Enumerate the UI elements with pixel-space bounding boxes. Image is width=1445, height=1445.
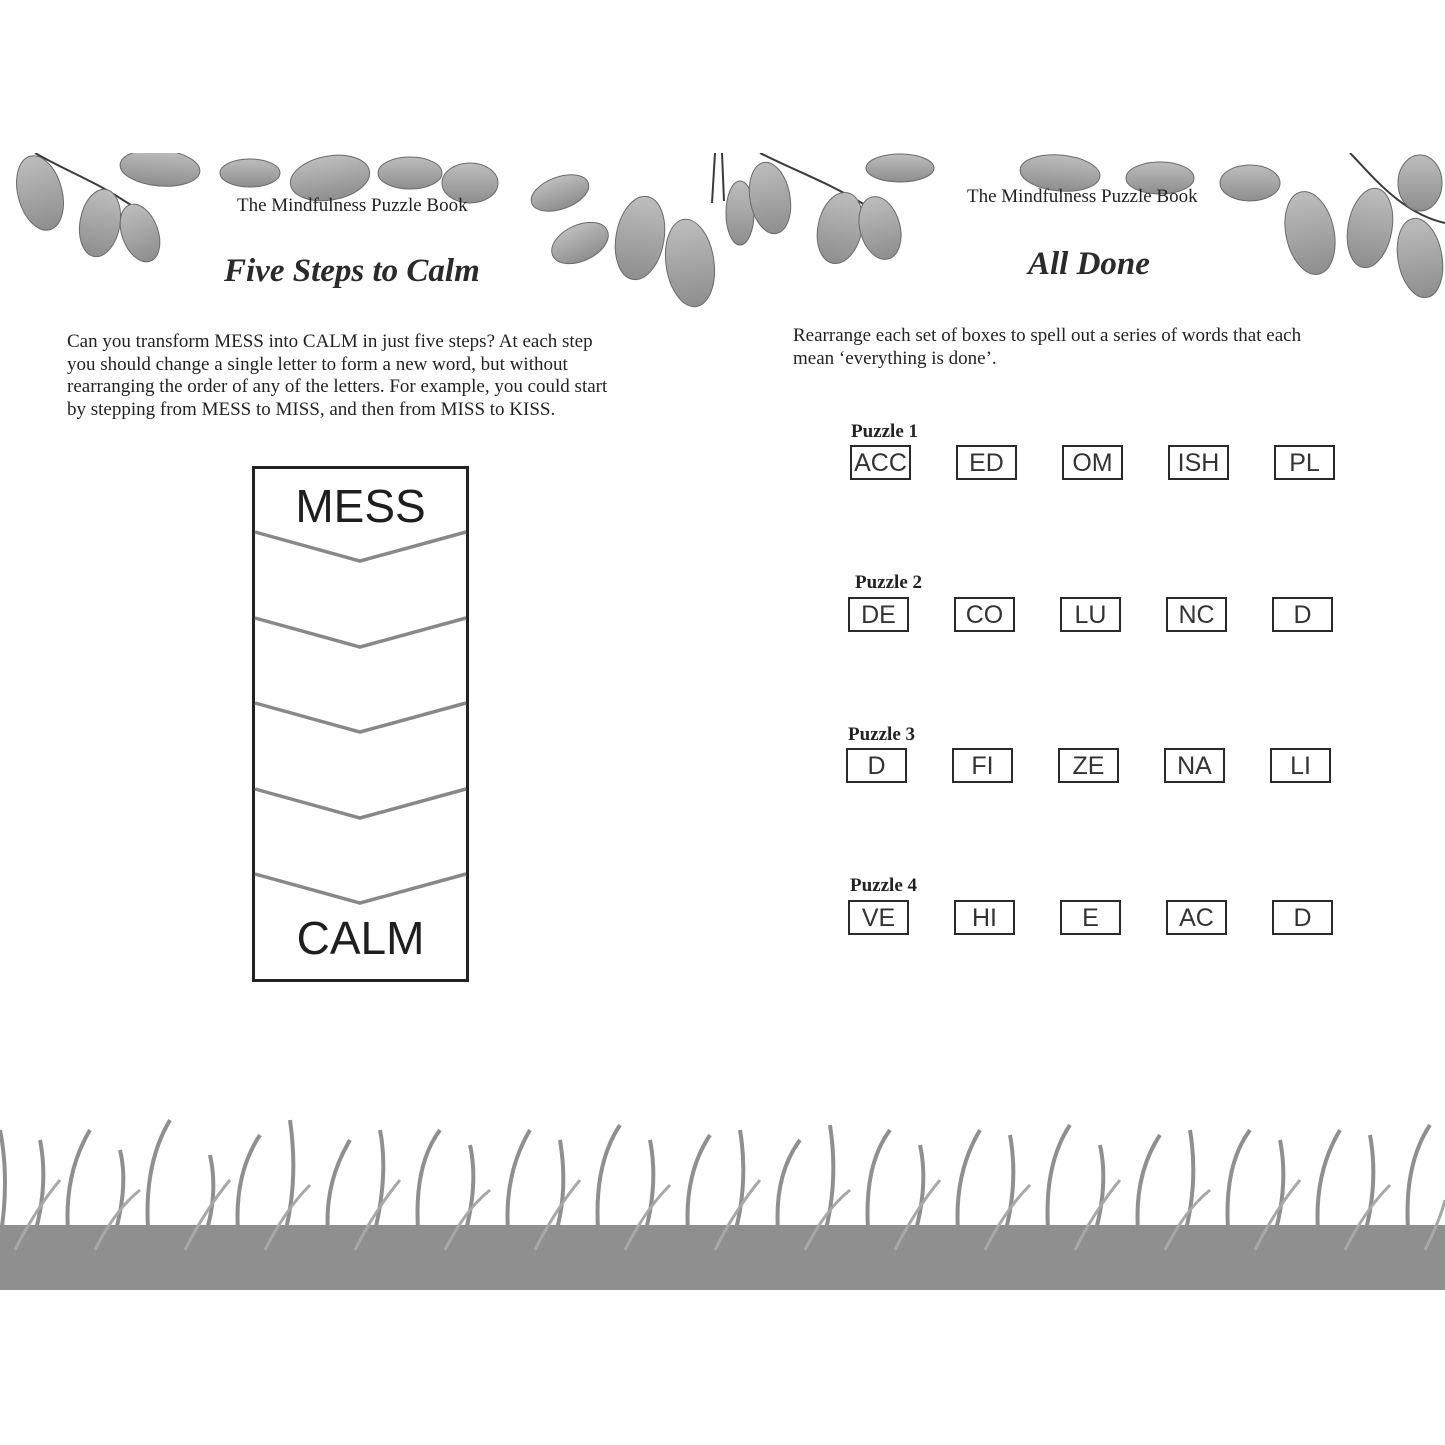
letter-tile[interactable]: E [1060, 900, 1121, 935]
letter-tile[interactable]: DE [848, 597, 909, 632]
puzzle-label: Puzzle 2 [855, 572, 923, 593]
letter-tile[interactable]: FI [952, 748, 1013, 783]
letter-tile[interactable]: D [1272, 597, 1333, 632]
word-ladder [252, 466, 469, 982]
instruction-line: by stepping from MESS to MISS, and then from MISS to KISS. [67, 398, 556, 420]
letter-tile[interactable]: D [1272, 900, 1333, 935]
letter-tile[interactable]: VE [848, 900, 909, 935]
letter-tile[interactable]: NC [1166, 597, 1227, 632]
left-instructions [67, 331, 687, 421]
letter-tile[interactable]: ISH [1168, 445, 1229, 480]
letter-tile[interactable]: LU [1060, 597, 1121, 632]
left-running-head: The Mindfulness Puzzle Book [237, 195, 468, 216]
right-instructions [793, 325, 1413, 370]
letter-tile[interactable]: NA [1164, 748, 1225, 783]
letter-tile[interactable]: HI [954, 900, 1015, 935]
instruction-line: you should change a single letter to form a new word, but without [67, 353, 568, 375]
puzzle-label: Puzzle 3 [848, 724, 916, 745]
letter-tile[interactable]: AC [1166, 900, 1227, 935]
letter-tile[interactable]: ED [956, 445, 1017, 480]
word-ladder-frame [252, 466, 469, 982]
letter-tile[interactable]: CO [954, 597, 1015, 632]
right-page-title: All Done [1028, 246, 1150, 282]
ladder-end-word: CALM [296, 912, 425, 964]
leaves-illustration [0, 153, 1445, 323]
puzzle-label: Puzzle 4 [850, 875, 918, 896]
instruction-line: Can you transform MESS into CALM in just five steps? At each step [67, 331, 593, 352]
letter-tile[interactable]: PL [1274, 445, 1335, 480]
instruction-line: rearranging the order of any of the letters. For example, you could start [67, 376, 608, 397]
left-page-title: Five Steps to Calm [224, 253, 480, 289]
puzzle-label: Puzzle 1 [851, 421, 919, 442]
instruction-line: mean ‘everything is done’. [793, 347, 997, 369]
letter-tile[interactable]: ZE [1058, 748, 1119, 783]
letter-tile[interactable]: LI [1270, 748, 1331, 783]
letter-tile[interactable]: OM [1062, 445, 1123, 480]
letter-tile[interactable]: D [846, 748, 907, 783]
right-running-head: The Mindfulness Puzzle Book [967, 186, 1198, 207]
grass-illustration [0, 1110, 1445, 1290]
instruction-line: Rearrange each set of boxes to spell out a series of words that each [793, 325, 1302, 346]
letter-tile[interactable]: ACC [850, 445, 911, 480]
book-spread [0, 153, 1445, 1290]
ladder-start-word: MESS [295, 480, 426, 532]
